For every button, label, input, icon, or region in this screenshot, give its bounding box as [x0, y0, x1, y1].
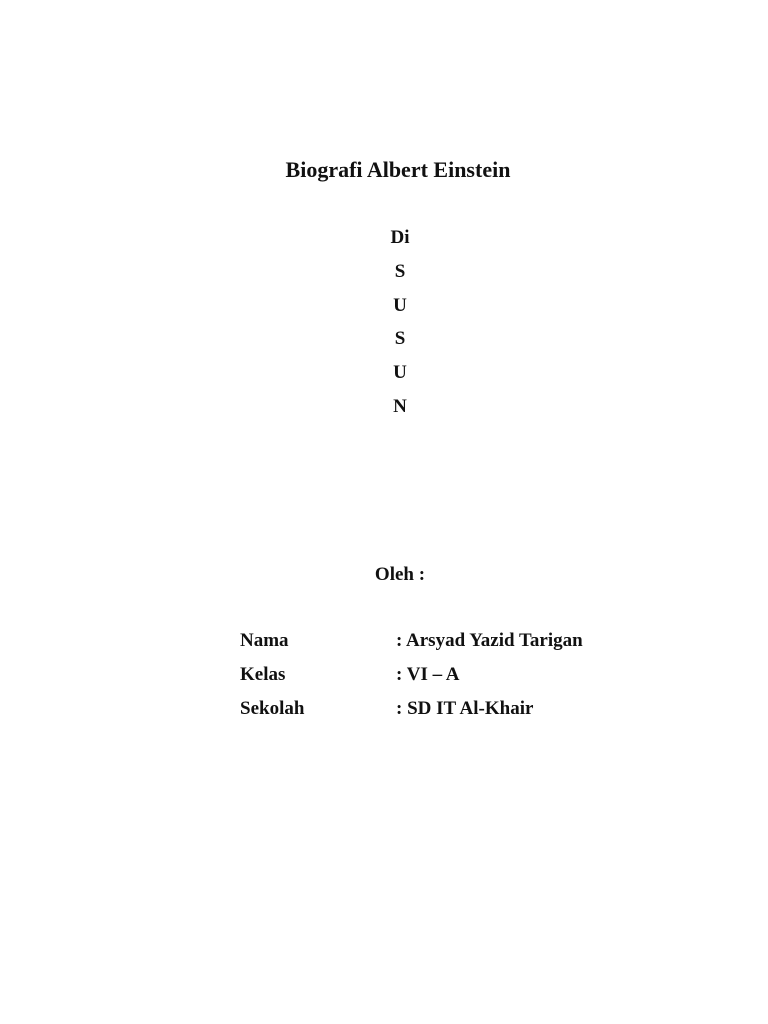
author-info-row-kelas — [240, 661, 700, 695]
vertical-text-segment: Di — [390, 227, 410, 248]
author-info — [240, 627, 700, 729]
author-info-value: : Arsyad Yazid Tarigan — [396, 630, 583, 651]
vertical-text-disusun — [350, 224, 450, 427]
vertical-text-segment: N — [393, 395, 407, 417]
author-info-value: : VI – A — [396, 664, 460, 685]
vertical-text-segment: S — [394, 260, 406, 282]
author-info-label: Sekolah — [240, 698, 305, 719]
vertical-text-segment: U — [393, 294, 407, 316]
author-info-value: : SD IT Al-Khair — [396, 698, 534, 719]
author-info-row-nama — [240, 627, 700, 661]
document-title: Biografi Albert Einstein — [285, 157, 511, 182]
vertical-text-segment: S — [394, 328, 406, 350]
author-info-row-sekolah — [240, 695, 700, 729]
vertical-text-segment: U — [393, 362, 407, 384]
author-info-label: Nama — [240, 630, 289, 651]
author-info-label: Kelas — [240, 664, 286, 685]
by-label: Oleh : — [374, 564, 426, 585]
